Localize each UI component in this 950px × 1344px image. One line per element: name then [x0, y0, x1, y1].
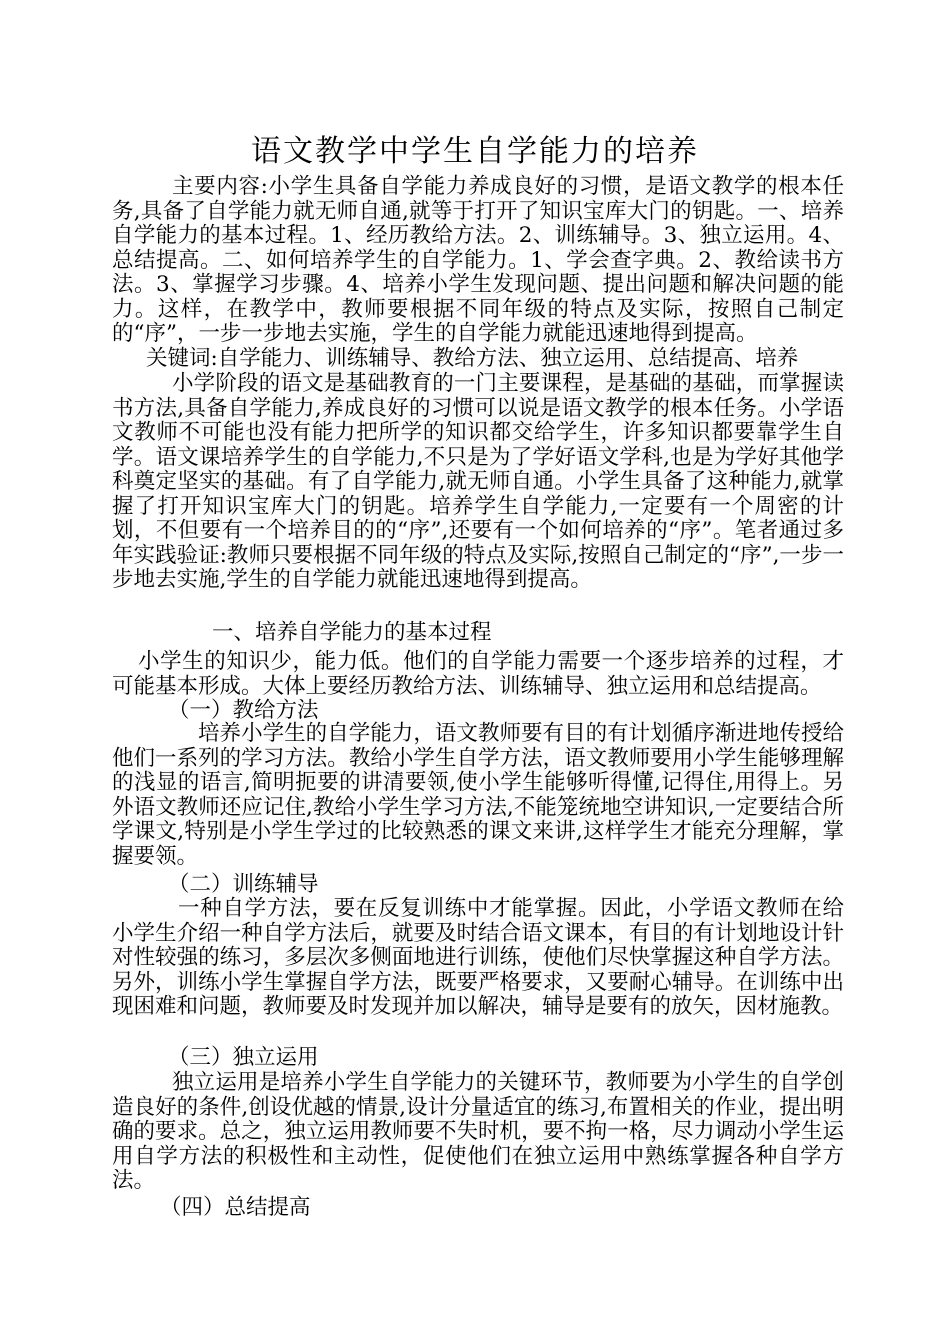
subsection3-heading: （三）独立运用: [168, 1045, 319, 1070]
section1-paragraph: 小学生的知识少，能力低。他们的自学能力需要一个逐步培养的过程，才可能基本形成。大体上要经历教给方法、训练辅导、独立运用和总结提高。: [112, 649, 844, 699]
subsection2-paragraph: 一种自学方法，要在反复训练中才能掌握。因此，小学语文教师在给小学生介绍一种自学方法后，就要及时结合语文课本，有目的有计划地设计针对性较强的练习，多层次多侧面地进行训练，使他们尽快掌握这种自学方法。另外，训练小学生掌握自学方法，既要严格要求，又要耐心辅导。在训练中出现困难和问题，教师要及时发现并加以解决，辅导是要有的放矢，因材施教。: [112, 896, 844, 1019]
section1-heading: 一、培养自学能力的基本过程: [212, 620, 492, 645]
subsection2-heading: （二）训练辅导: [168, 872, 319, 897]
subsection4-heading: （四）总结提高: [160, 1195, 311, 1220]
subsection1-paragraph: 培养小学生的自学能力，语文教师要有目的有计划循序渐进地传授给他们一系列的学习方法。教给小学生自学方法，语文教师要用小学生能够理解的浅显的语言,简明扼要的讲清要领,使小学生能够听得懂,记得住,用得上。另外语文教师还应记住,教给小学生学习方法,不能笼统地空讲知识,一定要结合所学课文,特别是小学生学过的比较熟悉的课文来讲,这样学生才能充分理解，掌握要领。: [112, 721, 844, 869]
document-title: 语文教学中学生自学能力的培养: [251, 134, 699, 169]
intro-paragraph: 小学阶段的语文是基础教育的一门主要课程，是基础的基础，而掌握读书方法,具备自学能力,养成良好的习惯可以说是语文教学的根本任务。小学语文教师不可能也没有能力把所学的知识都交给学生，许多知识都要靠学生自学。语文课培养学生的自学能力,不只是为了学好语文学科,也是为学好其他学科奠定坚实的基础。有了自学能力,就无师自通。小学生具备了这种能力,就掌握了打开知识宝库大门的钥匙。培养学生自学能力,一定要有一个周密的计划，不但要有一个培养目的的“序”,还要有一个如何培养的“序”。笔者通过多年实践验证:教师只要根据不同年级的特点及实际,按照自己制定的“序”,一步一步地去实施,学生的自学能力就能迅速地得到提高。: [112, 371, 844, 592]
subsection3-paragraph: 独立运用是培养小学生自学能力的关键环节，教师要为小学生的自学创造良好的条件,创设优越的情景,设计分量适宜的练习,布置相关的作业，提出明确的要求。总之，独立运用教师要不失时机，要不拘一格，尽力调动小学生运用自学方法的积极性和主动性，促使他们在独立运用中熟练掌握各种自学方法。: [112, 1070, 844, 1193]
subsection1-heading: （一）教给方法: [168, 698, 319, 723]
keywords-paragraph: 关键词:自学能力、训练辅导、教给方法、独立运用、总结提高、培养: [146, 346, 799, 371]
abstract-paragraph: 主要内容:小学生具备自学能力养成良好的习惯，是语文教学的根本任务,具备了自学能力就无师自通,就等于打开了知识宝库大门的钥匙。一、培养自学能力的基本过程。1、经历教给方法。2、训练辅导。3、独立运用。4、总结提高。二、如何培养学生的自学能力。1、学会查字典。2、教给读书方法。3、掌握学习步骤。4、培养小学生发现问题、提出问题和解决问题的能力。这样，在教学中，教师要根据不同年级的特点及实际，按照自己制定的“序”，一步一步地去实施，学生的自学能力就能迅速地得到提高。: [112, 174, 844, 346]
